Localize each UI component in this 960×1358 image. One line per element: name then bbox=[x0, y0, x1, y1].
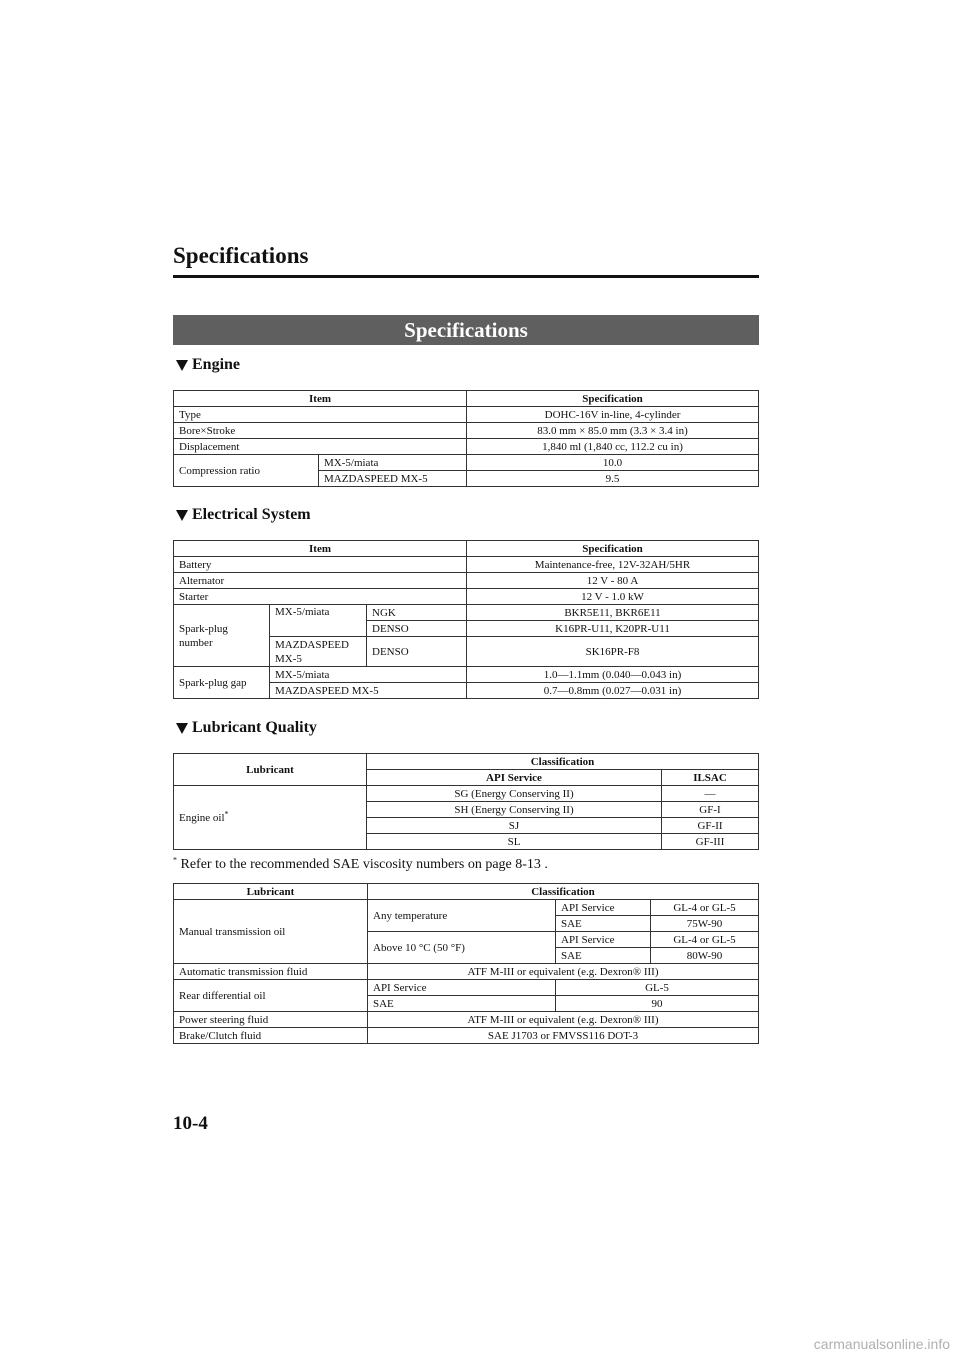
table-row: Above 10 °C (50 °F) API Service GL-4 or GL-5 bbox=[174, 932, 759, 948]
fluids-table bbox=[173, 883, 759, 1044]
table-row: Compression ratio MX-5/miata 10.0 bbox=[174, 455, 759, 471]
table-row: SL GF-III bbox=[174, 834, 759, 850]
footnote: * Refer to the recommended SAE viscosity numbers on page 8-13 . bbox=[173, 855, 548, 872]
table-row: SH (Energy Conserving II) GF-I bbox=[174, 802, 759, 818]
table-row: Power steering fluid ATF M-III or equivalent (e.g. Dexron® III) bbox=[174, 1012, 759, 1028]
table-row: Spark-plug gap MX-5/miata 1.0—1.1mm (0.040—0.043 in) bbox=[174, 667, 759, 683]
triangle-down-icon bbox=[176, 510, 188, 521]
table-header-row: Lubricant Classification bbox=[174, 884, 759, 900]
table-row: DENSO K16PR-U11, K20PR-U11 bbox=[174, 621, 759, 637]
table-row: Starter 12 V - 1.0 kW bbox=[174, 589, 759, 605]
electrical-section-title: Electrical System bbox=[176, 506, 311, 524]
engine-section-title: Engine bbox=[176, 356, 240, 374]
table-row: Bore×Stroke 83.0 mm × 85.0 mm (3.3 × 3.4 in) bbox=[174, 423, 759, 439]
table-header-row: Item Specification bbox=[174, 391, 759, 407]
table-row: Brake/Clutch fluid SAE J1703 or FMVSS116 DOT-3 bbox=[174, 1028, 759, 1044]
table-header-row: Lubricant Classification bbox=[174, 754, 759, 770]
table-row: Engine oil* SG (Energy Conserving II) — bbox=[174, 786, 759, 802]
table-row: MAZDASPEED MX-5 0.7—0.8mm (0.027—0.031 in) bbox=[174, 683, 759, 699]
table-row: Automatic transmission fluid ATF M-III or equivalent (e.g. Dexron® III) bbox=[174, 964, 759, 980]
triangle-down-icon bbox=[176, 360, 188, 371]
table-row: Battery Maintenance-free, 12V-32AH/5HR bbox=[174, 557, 759, 573]
table-header-row: Item Specification bbox=[174, 541, 759, 557]
page-heading: Specifications bbox=[173, 243, 309, 268]
table-row: MAZDASPEED MX-5 9.5 bbox=[174, 471, 759, 487]
watermark: carmanualsonline.info bbox=[813, 1336, 950, 1352]
section-banner: Specifications bbox=[173, 315, 759, 345]
table-row: MAZDASPEED MX-5 DENSO SK16PR-F8 bbox=[174, 637, 759, 667]
table-header-row: API Service ILSAC bbox=[174, 770, 759, 786]
table-row: Type DOHC-16V in-line, 4-cylinder bbox=[174, 407, 759, 423]
heading-rule bbox=[173, 275, 759, 278]
lubricant-quality-table bbox=[173, 753, 759, 850]
table-row: SAE 80W-90 bbox=[174, 948, 759, 964]
table-row: SAE 90 bbox=[174, 996, 759, 1012]
page-number: 10-4 bbox=[173, 1113, 208, 1134]
triangle-down-icon bbox=[176, 723, 188, 734]
table-row: Alternator 12 V - 80 A bbox=[174, 573, 759, 589]
table-row: SAE 75W-90 bbox=[174, 916, 759, 932]
engine-table bbox=[173, 390, 759, 487]
table-row: Spark-plug number MX-5/miata NGK BKR5E11, BKR6E11 bbox=[174, 605, 759, 621]
electrical-table bbox=[173, 540, 759, 699]
engine-oil-cell: Engine oil* bbox=[174, 786, 367, 850]
table-row: SJ GF-II bbox=[174, 818, 759, 834]
table-row: Rear differential oil API Service GL-5 bbox=[174, 980, 759, 996]
table-row: Displacement 1,840 ml (1,840 cc, 112.2 cu in) bbox=[174, 439, 759, 455]
lubricant-section-title: Lubricant Quality bbox=[176, 719, 317, 737]
table-row: Manual transmission oil Any temperature API Service GL-4 or GL-5 bbox=[174, 900, 759, 916]
